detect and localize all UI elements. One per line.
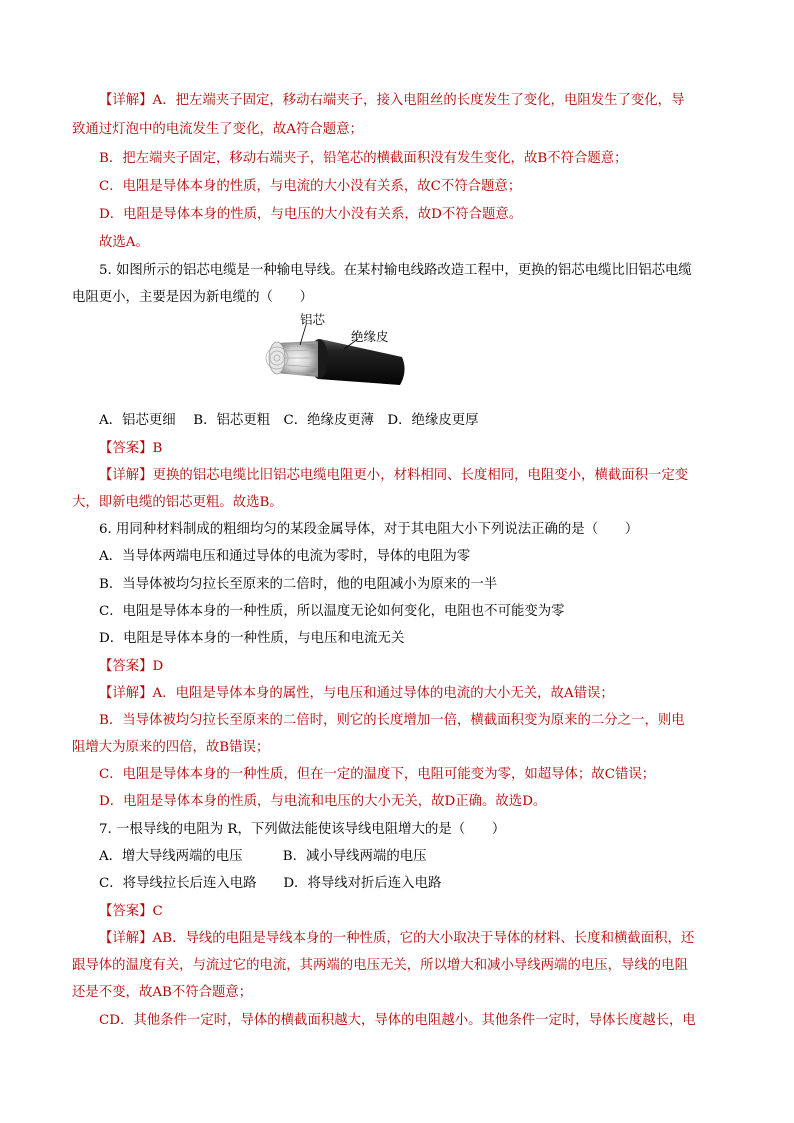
q4-detail-option-d: D．电阻是导体本身的性质，与电压的大小没有关系，故D不符合题意。 bbox=[99, 207, 523, 222]
cable-figure bbox=[262, 311, 410, 393]
q6-option-c: C．电阻是导体本身的一种性质，所以温度无论如何变化，电阻也不可能变为零 bbox=[99, 604, 565, 619]
q4-detail-option-c: C．电阻是导体本身的性质，与电流的大小没有关系，故C不符合题意； bbox=[99, 179, 522, 194]
q5-stem-line-1: 5. 如图所示的铝芯电缆是一种输电导线。在某村输电线路改造工程中，更换的铝芯电缆比旧铝芯电缆 bbox=[99, 263, 692, 278]
q6-answer: 【答案】D bbox=[99, 659, 164, 674]
q4-detail-line-1: 【详解】A．把左端夹子固定，移动右端夹子，接入电阻丝的长度发生了变化，电阻发生了变化，导 bbox=[99, 93, 685, 108]
q7-options-cd: C．将导线拉长后连入电路 D．将导线对折后连入电路 bbox=[99, 876, 442, 891]
q5-detail-line-2: 大，即新电缆的铝芯更粗。故选B。 bbox=[72, 495, 283, 510]
q6-detail-d: D．电阻是导体本身的性质，与电流和电压的大小无关，故D正确。故选D。 bbox=[99, 794, 547, 809]
q7-answer: 【答案】C bbox=[99, 904, 163, 919]
q5-options: A．铝芯更细 B．铝芯更粗 C．绝缘皮更薄 D．绝缘皮更厚 bbox=[99, 413, 479, 428]
q6-detail-b-line-1: B．当导体被均匀拉长至原来的二倍时，则它的长度增加一倍，横截面积变为原来的二分之一，则电 bbox=[99, 713, 685, 728]
q6-detail-b-line-2: 阻增大为原来的四倍，故B错误； bbox=[72, 740, 270, 755]
q5-detail-line-1: 【详解】更换的铝芯电缆比旧铝芯电缆电阻更小，材料相同、长度相同，电阻变小，横截面积一定变 bbox=[99, 468, 689, 483]
q6-option-d: D．电阻是导体本身的一种性质，与电压和电流无关 bbox=[99, 631, 405, 646]
q7-detail-line-4: CD．其他条件一定时，导体的横截面积越大，导体的电阻越小。其他条件一定时，导体长度越长，电 bbox=[99, 1013, 696, 1028]
figure-label-insulation: 绝缘皮 bbox=[351, 329, 389, 344]
q6-option-a: A．当导体两端电压和通过导体的电流为零时，导体的电阻为零 bbox=[99, 549, 471, 564]
q4-detail-line-2: 致通过灯泡中的电流发生了变化，故A符合题意； bbox=[72, 122, 363, 137]
q6-stem: 6. 用同种材料制成的粗细均匀的某段金属导体，对于其电阻大小下列说法正确的是（ ） bbox=[99, 522, 639, 537]
figure-label-core: 铝芯 bbox=[300, 312, 326, 327]
q7-stem: 7. 一根导线的电阻为 R，下列做法能使该导线电阻增大的是（ ） bbox=[99, 822, 506, 837]
aluminum-cable-illustration bbox=[262, 311, 410, 393]
q5-answer: 【答案】B bbox=[99, 441, 163, 456]
q6-detail-c: C．电阻是导体本身的一种性质，但在一定的温度下，电阻可能变为零，如超导体；故C错误； bbox=[99, 767, 656, 782]
q7-detail-line-2: 跟导体的温度有关，与流过它的电流，其两端的电压无关，所以增大和减小导线两端的电压，导线的电阻 bbox=[72, 958, 688, 973]
q7-detail-line-3: 还是不变，故AB不符合题意； bbox=[72, 985, 253, 1000]
q4-conclusion: 故选A。 bbox=[99, 235, 149, 250]
q6-option-b: B．当导体被均匀拉长至原来的二倍时，他的电阻减小为原来的一半 bbox=[99, 577, 498, 592]
q6-detail-a: 【详解】A．电阻是导体本身的属性，与电压和通过导体的电流的大小无关，故A错误； bbox=[99, 686, 614, 701]
q5-stem-line-2: 电阻更小，主要是因为新电缆的（ ） bbox=[72, 290, 314, 305]
q7-options-ab: A．增大导线两端的电压 B．减小导线两端的电压 bbox=[99, 849, 427, 864]
q7-detail-line-1: 【详解】AB．导线的电阻是导线本身的一种性质，它的大小取决于导体的材料、长度和横截面积，还 bbox=[99, 931, 695, 946]
q4-detail-option-b: B．把左端夹子固定，移动右端夹子，铅笔芯的横截面积没有发生变化，故B不符合题意； bbox=[99, 151, 628, 166]
